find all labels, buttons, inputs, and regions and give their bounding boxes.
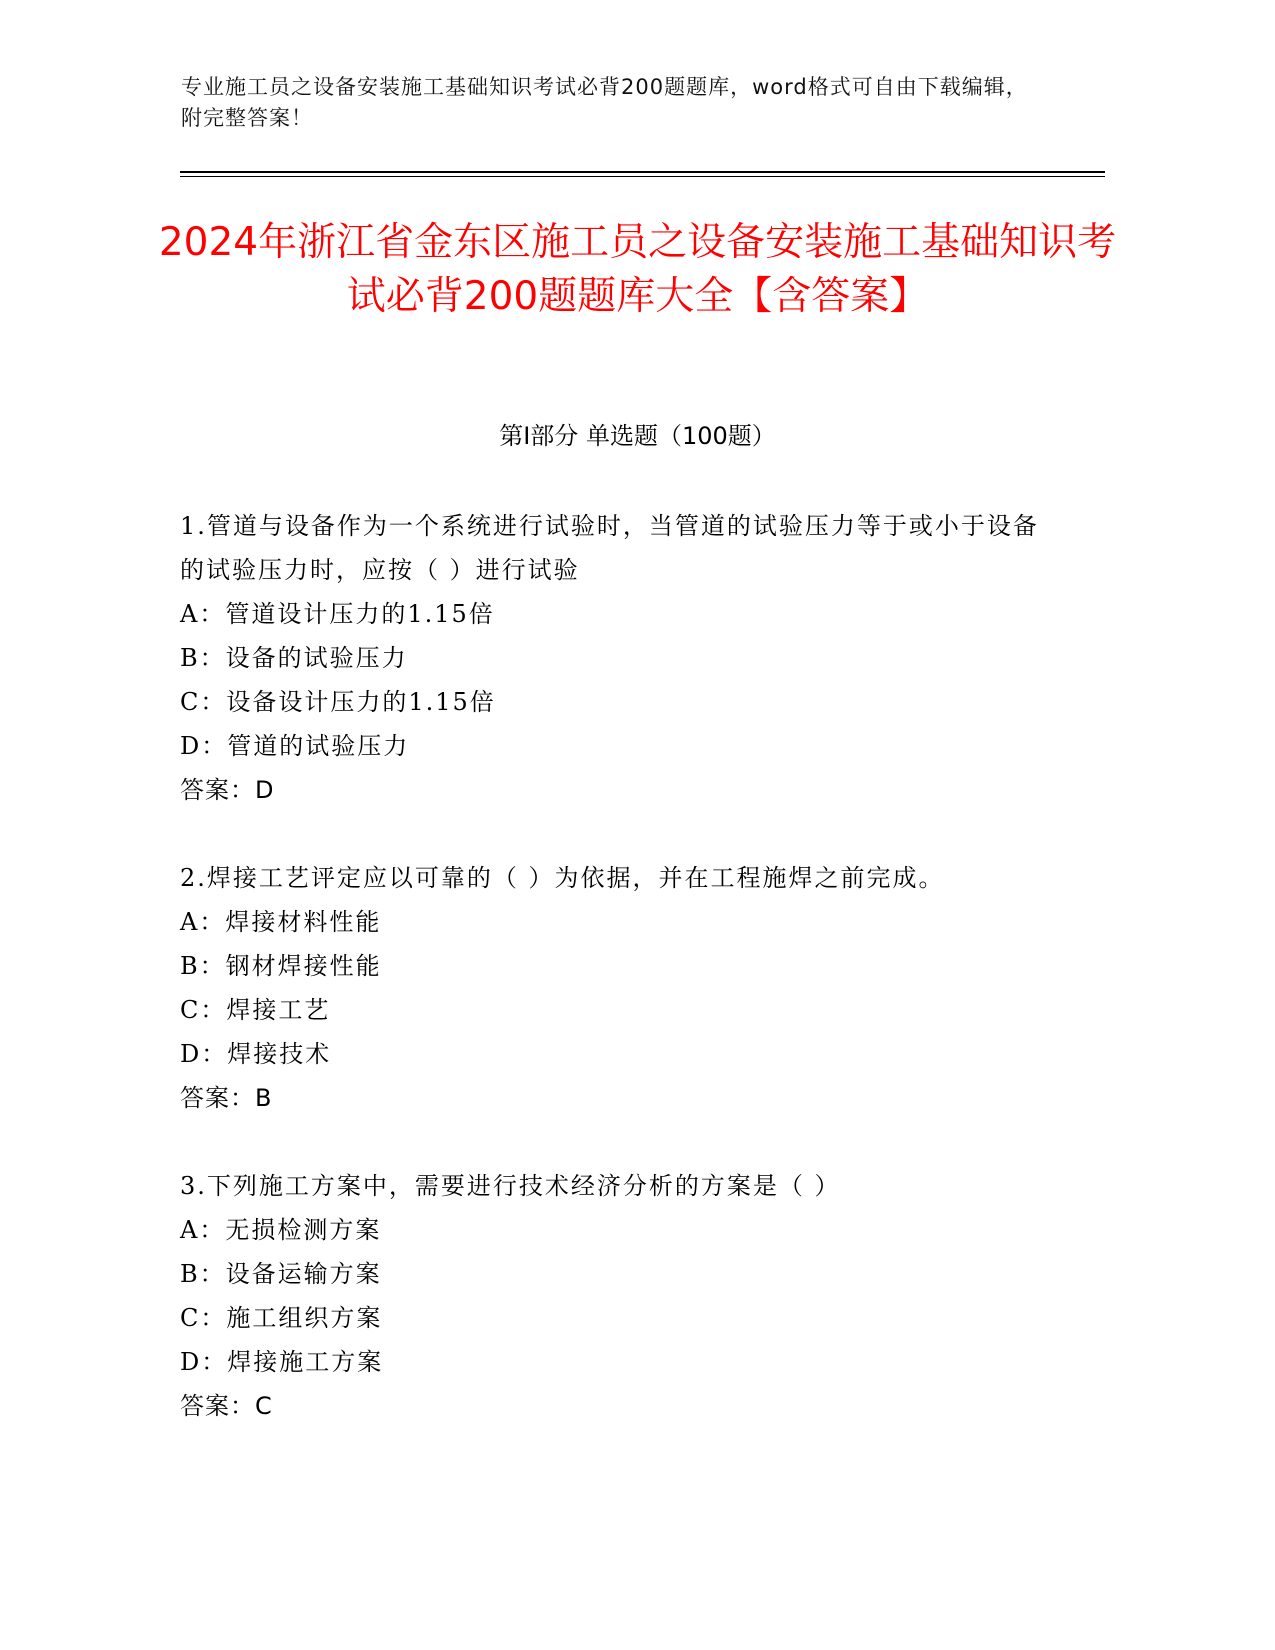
answer: 答案：D	[180, 776, 275, 804]
option-d: D：焊接施工方案	[180, 1348, 384, 1376]
option-b: B：设备运输方案	[180, 1260, 382, 1288]
question-3	[180, 1164, 1060, 1428]
question-stem: 1.管道与设备作为一个系统进行试验时，当管道的试验压力等于或小于设备的试验压力时，应按（ ）进行试验	[180, 512, 1039, 584]
question-list	[180, 504, 1060, 1472]
option-d: D：焊接技术	[180, 1040, 332, 1068]
option-c: C：设备设计压力的1.15倍	[180, 688, 496, 716]
option-c: C：施工组织方案	[180, 1304, 383, 1332]
option-a: A：无损检测方案	[180, 1216, 382, 1244]
question-1	[180, 504, 1060, 812]
answer: 答案：B	[180, 1084, 273, 1112]
header-divider-thin	[180, 176, 1105, 177]
section-heading: 第Ⅰ部分 单选题（100题）	[499, 422, 776, 450]
option-c: C：焊接工艺	[180, 996, 331, 1024]
option-a: A：管道设计压力的1.15倍	[180, 600, 495, 628]
option-b: B：设备的试验压力	[180, 644, 408, 672]
header-divider-thick	[180, 171, 1105, 173]
question-stem: 3.下列施工方案中，需要进行技术经济分析的方案是（ ）	[180, 1172, 841, 1200]
option-a: A：焊接材料性能	[180, 908, 382, 936]
header-note: 专业施工员之设备安装施工基础知识考试必背200题题库，word格式可自由下载编辑，附完整答案！	[181, 75, 1028, 130]
question-stem: 2.焊接工艺评定应以可靠的（ ）为依据，并在工程施焊之前完成。	[180, 864, 945, 892]
option-d: D：管道的试验压力	[180, 732, 410, 760]
answer: 答案：C	[180, 1392, 273, 1420]
question-2	[180, 856, 1060, 1120]
document-title: 2024年浙江省金东区施工员之设备安装施工基础知识考试必背200题题库大全【含答案】	[158, 220, 1117, 319]
option-b: B：钢材焊接性能	[180, 952, 382, 980]
